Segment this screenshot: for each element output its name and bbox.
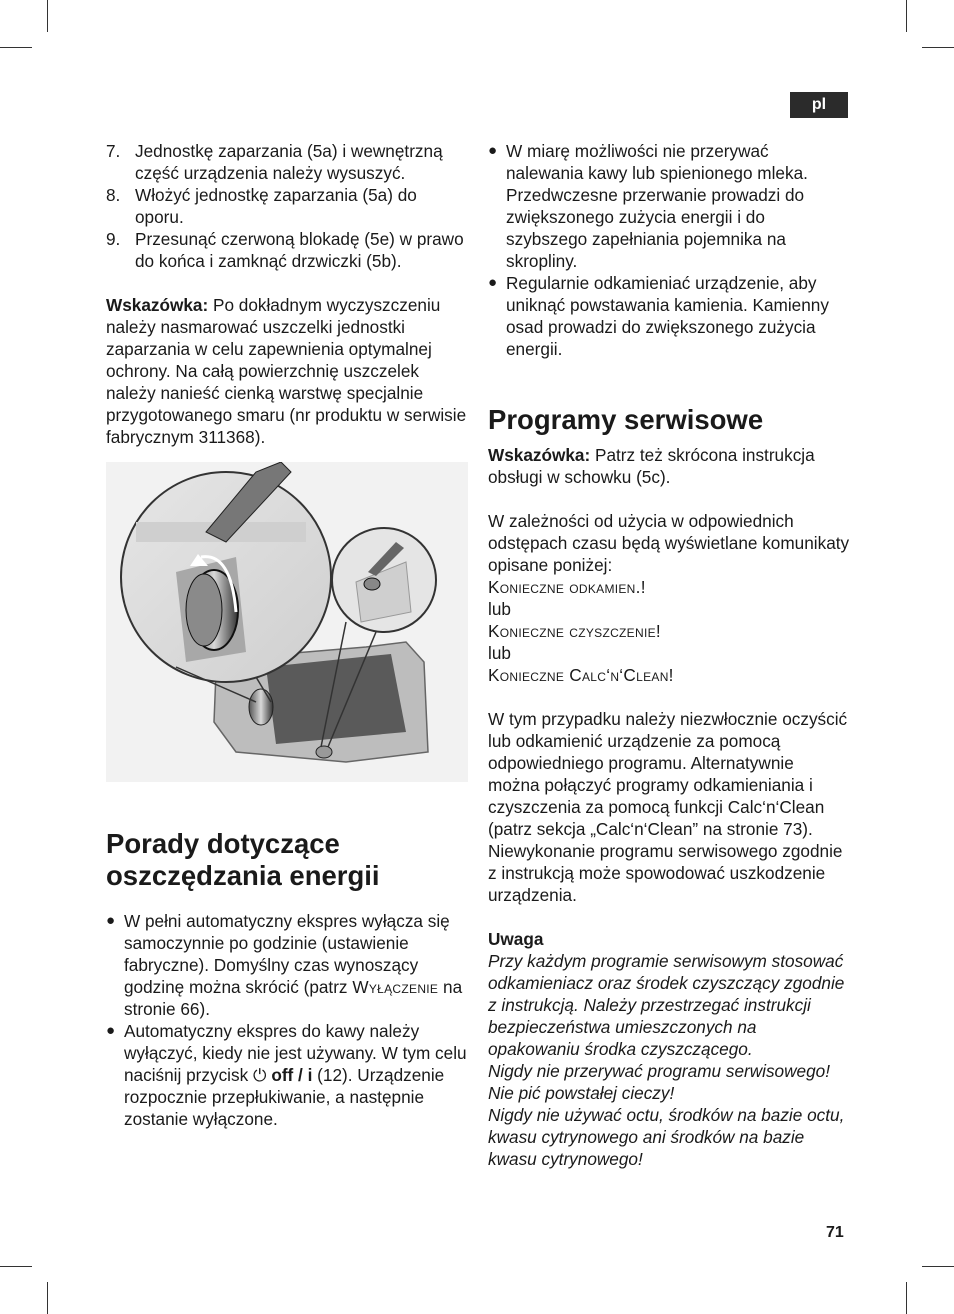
intro-paragraph: W zależności od użycia w odpowiednich odstępach czasu będą wyświetlane komunikaty opisane poniżej: [488,511,850,575]
display-message: Konieczne czyszczenie! [488,621,661,641]
warning-text: Nigdy nie przerywać programu serwisowego! [488,1061,830,1081]
note-label: Wskazówka: [106,295,209,315]
page-number: 71 [826,1224,844,1241]
energy-tips-list-cont [488,140,850,360]
crop-mark [47,0,48,32]
steps-list [106,140,468,272]
warning-text: Nie pić powstałej cieczy! [488,1083,675,1103]
illustration-svg [106,462,468,782]
bullet-icon: ● [106,1022,116,1039]
crop-mark [0,1266,32,1267]
language-tab: pl [790,92,848,118]
list-item: 7. Jednostkę zaparzania (5a) i wewnętrzną część urządzenia należy wysuszyć. [106,141,443,183]
bullet-icon: ● [488,142,498,159]
list-item: ● W miarę możliwości nie przerywać nalewania kawy lub spienionego mleka. Przedwczesne przerwanie prowadzi do zwiększonego zużycia energii i do szybszego zapełniania pojemnika na skropliny. [488,141,808,271]
body-paragraph: W tym przypadku należy niezwłocznie oczyścić lub odkamienić urządzenie za pomocą odpowiedniego programu. Alternatywnie można połączyć programy odkamieniania i czyszczenia za pomocą funkcji Calc‘n‘Clean (patrz sekcja „Calc‘n‘Clean” na stronie 73). Niewykonanie programu serwisowego zgodnie z instrukcją może spowodować uszkodzenie urządzenia. [488,709,848,905]
list-item: 8. Włożyć jednostkę zaparzania (5a) do oporu. [106,185,417,227]
crop-mark [906,0,907,32]
crop-mark [922,47,954,48]
crop-mark [922,1266,954,1267]
list-item: 9. Przesunąć czerwoną blokadę (5e) w prawo do końca i zamknąć drzwiczki (5b). [106,229,464,271]
list-item: ● W pełni automatyczny ekspres wyłącza się samoczynnie po godzinie (ustawienie fabryczne). Domyślny czas wynoszący godzinę można skrócić (patrz Wyłączenie na stronie 66). [106,911,463,1019]
bullet-icon: ● [106,912,116,929]
crop-mark [0,47,32,48]
display-message: Konieczne Calc‘n‘Clean! [488,665,674,685]
warning-text: Przy każdym programie serwisowym stosować odkamieniacz oraz środek czyszczący zgodnie z instrukcją. Należy przestrzegać instrukcji bezpieczeństwa umieszczonych na opakowaniu środka czyszczącego. [488,951,845,1059]
energy-saving-heading: Porady dotyczące oszczędzania energii [106,828,380,891]
right-column [488,140,850,1170]
crop-mark [47,1282,48,1314]
warning-label: Uwaga [488,929,544,949]
note-paragraph: Wskazówka: Patrz też skrócona instrukcja obsługi w schowku (5c). [488,445,815,487]
brewing-unit-illustration [106,462,468,782]
note-paragraph: Wskazówka: Po dokładnym wyczyszczeniu należy nasmarować uszczelki jednostki zaparzania w celu zapewnienia optymalnej ochrony. Na całą powierzchnię uszczelek należy nanieść cienką warstwę specjalnie przygotowanego smaru (nr produktu w serwisie fabrycznym 311368). [106,295,467,447]
list-item: ● Automatyczny ekspres do kawy należy wyłączyć, kiedy nie jest używany. W tym celu naciśnij przycisk ⏻ off / i (12). Urządzenie rozpocznie przepłukiwanie, a następnie zostanie wyłączone. [106,1021,467,1129]
service-programs-heading: Programy serwisowe [488,404,764,435]
bullet-icon: ● [488,274,498,291]
energy-tips-list [106,910,468,1130]
list-item: ● Regularnie odkamieniać urządzenie, aby uniknąć powstawania kamienia. Kamienny osad prowadzi do zwiększonego zużycia energii. [488,273,829,359]
crop-mark [906,1282,907,1314]
warning-text: Nigdy nie używać octu, środków na bazie octu, kwasu cytrynowego ani środków na bazie kwasu cytrynowego! [488,1105,845,1169]
or-text: lub [488,643,511,663]
power-button-icon: ⏻ [252,1065,272,1085]
or-text: lub [488,599,511,619]
left-column [106,140,468,1130]
display-message: Konieczne odkamien.! [488,577,646,597]
